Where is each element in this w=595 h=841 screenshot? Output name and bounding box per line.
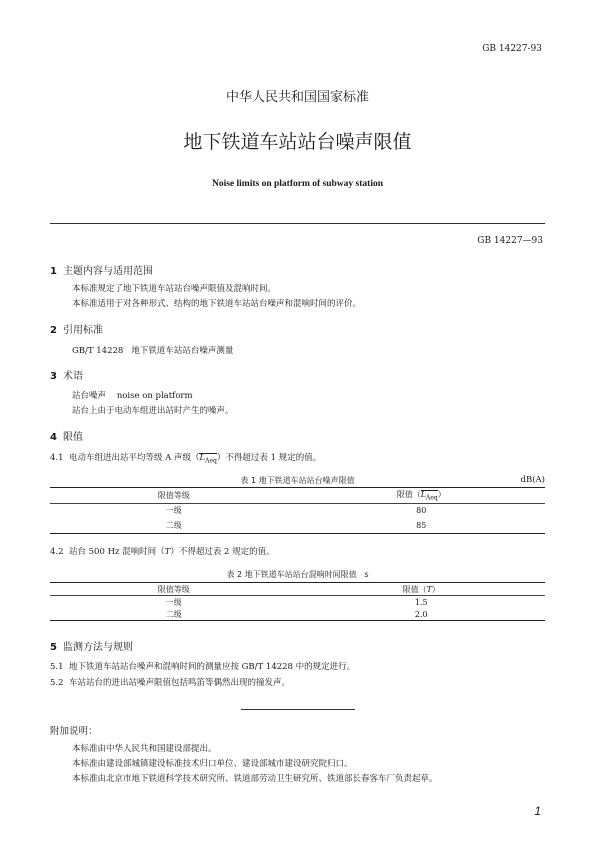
section-number: 3 <box>50 371 57 382</box>
document-title-english: Noise limits on platform of subway station <box>211 179 383 189</box>
table-2 <box>50 582 545 621</box>
section-title: 限值 <box>62 432 83 443</box>
term-definition: 站台上由于电动车组进出站时产生的噪声。 <box>72 406 234 416</box>
national-standard-label: 中华人民共和国国家标准 <box>225 90 369 105</box>
value-cell: 2.0 <box>298 608 546 621</box>
section-title: 引用标准 <box>62 325 103 336</box>
header-text: ） <box>431 584 440 594</box>
clause-text: 地下铁道车站站台噪声和混响时间的测量应按 GB/T 14228 中的规定进行。 <box>68 662 356 672</box>
term-line <box>72 389 193 403</box>
clause-text: 电动车组进出站平均等级 A 声级（ <box>68 453 200 463</box>
additional-note-line: 本标准由北京市地下铁道科学技术研究所、铁道部劳动卫生研究所、铁道部长春客车厂负责起草。 <box>72 774 438 784</box>
clause-number: 4.2 <box>50 547 64 557</box>
section-2-heading <box>50 321 103 336</box>
table-row <box>50 596 545 609</box>
value-cell: 85 <box>298 518 546 533</box>
table-header-value <box>298 583 546 596</box>
symbol-subscript: Aeq <box>205 457 217 465</box>
section-1-heading <box>50 262 153 277</box>
table-header-grade: 限值等级 <box>50 583 298 596</box>
value-cell: 1.5 <box>414 597 428 607</box>
section-1-paragraph-2: 本标准适用于对各种形式、结构的地下铁道车站站台噪声和混响时间的评价。 <box>72 299 362 309</box>
value-cell: 80 <box>416 506 427 516</box>
section-title: 术语 <box>62 371 83 382</box>
grade-cell: 二级 <box>50 608 298 621</box>
header-divider <box>50 223 545 224</box>
term-english: noise on platform <box>116 391 193 401</box>
grade-cell: 一级 <box>165 597 182 607</box>
symbol-t: T <box>164 547 171 557</box>
table-1-caption: 表 1 地下铁道车站站台噪声限值 <box>240 476 355 485</box>
clause-text: 站台 500 Hz 混响时间（ <box>68 547 165 557</box>
symbol-l-aeq <box>421 490 438 502</box>
clause-text: ）不得超过表 2 规定的值。 <box>170 547 275 557</box>
section-5-heading <box>50 638 133 653</box>
section-number: 1 <box>50 266 57 277</box>
table-header-value <box>298 488 546 504</box>
grade-cell: 一级 <box>165 506 182 516</box>
section-number: 4 <box>50 432 57 443</box>
section-title: 主题内容与适用范围 <box>62 266 153 277</box>
symbol-l-aeq <box>199 453 216 465</box>
table-header-row <box>50 583 545 596</box>
clause-5-1 <box>50 660 355 672</box>
table-row <box>50 503 545 518</box>
clause-number: 5.2 <box>50 678 64 688</box>
table-row <box>50 608 545 621</box>
clause-4-2 <box>50 545 275 557</box>
reference-title: 地下铁道车站站台噪声测量 <box>131 346 234 356</box>
table-header-grade: 限值等级 <box>50 488 298 504</box>
section-4-heading <box>50 428 83 443</box>
additional-notes-title: 附加说明： <box>50 726 98 737</box>
term-chinese: 站台噪声 <box>72 391 107 401</box>
section-title: 监测方法与规则 <box>62 642 133 653</box>
standard-code-top: GB 14227-93 <box>482 44 542 54</box>
header-text: ） <box>437 489 446 499</box>
table-2-caption: 表 2 地下铁道车站站台混响时间限值 <box>226 570 357 579</box>
header-text: 限值（ <box>396 489 421 499</box>
additional-note-line: 本标准由中华人民共和国建设部提出。 <box>72 744 217 754</box>
clause-text: ）不得超过表 1 规定的值。 <box>216 453 322 463</box>
table-header-row <box>50 488 545 504</box>
clause-4-1 <box>50 451 321 465</box>
symbol-letter: L <box>420 489 427 499</box>
symbol-letter: L <box>199 453 206 463</box>
end-divider <box>241 709 355 710</box>
page-number: 1 <box>534 804 541 818</box>
document-title: 地下铁道车站站台噪声限值 <box>183 131 412 153</box>
section-1-paragraph-1: 本标准规定了地下铁道车站站台噪声限值及混响时间。 <box>72 284 277 294</box>
section-number: 5 <box>50 642 57 653</box>
symbol-subscript: Aeq <box>426 494 438 502</box>
clause-5-2 <box>50 676 290 688</box>
clause-text: 车站站台的进出站噪声限值包括鸣笛等偶然出现的撞发声。 <box>68 678 290 688</box>
grade-cell: 二级 <box>50 518 298 533</box>
clause-number: 5.1 <box>50 662 64 672</box>
header-text: 限值（ <box>402 584 427 594</box>
additional-note-line: 本标准由建设部城镇建设标准技术归口单位、建设部城市建设研究院归口。 <box>72 759 353 769</box>
section-3-heading <box>50 367 83 382</box>
table-2-unit: s <box>364 570 369 579</box>
reference-code: GB/T 14228 <box>72 346 124 356</box>
table-2-caption-line <box>0 569 595 580</box>
reference-standard <box>72 344 233 358</box>
symbol-t: T <box>426 584 432 594</box>
table-row <box>50 518 545 533</box>
table-1 <box>50 487 545 534</box>
standard-code-right: GB 14227—93 <box>477 236 543 246</box>
clause-number: 4.1 <box>50 453 64 463</box>
table-1-unit: dB(A) <box>520 475 545 485</box>
section-number: 2 <box>50 325 57 336</box>
